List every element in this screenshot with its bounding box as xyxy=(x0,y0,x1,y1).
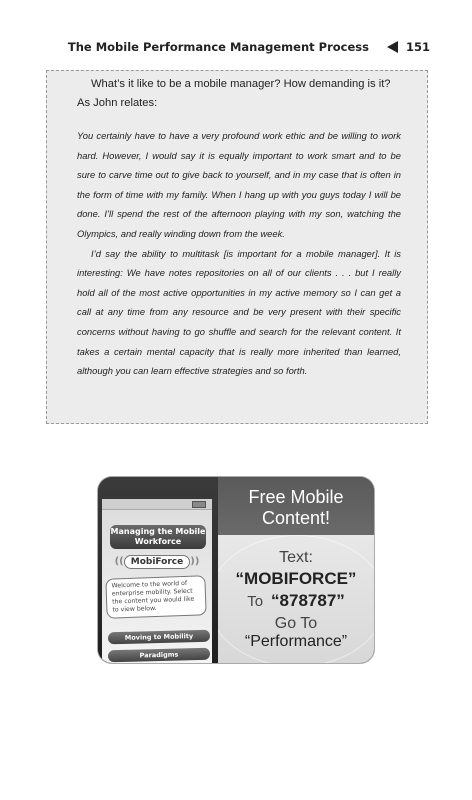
sidebar-box xyxy=(46,70,428,424)
mobile-content-ad xyxy=(98,477,374,663)
signal-wave-icon: )) xyxy=(190,556,200,567)
battery-icon xyxy=(192,501,206,508)
quote-paragraph-2: I’d say the ability to multitask [is important for a mobile manager]. It is interesting: We have notes repositories on all of our clients . . . but I really hold all of the most active opportunities in my active memory so I can get a call at any time from any resource and be very present with their specific concerns without having to go shuffle and search for the relevant content. It takes a certain mental capacity that is really more inherited than learned, although you can learn effective strategies and so forth. xyxy=(77,247,401,377)
short-code: “878787” xyxy=(271,591,345,610)
quote-paragraph-1: You certainly have to have a very profound work ethic and be willing to work hard. However, I would say it is equally important to work smart and to be sure to carve time out to give back to yourself, and in my case that is often in the form of time with my family. When I hang up with you guys today I will be done. I’ll spend the rest of the afternoon playing with my son, watching the Olympics, and really winding down from the week. xyxy=(77,130,401,239)
text-label: Text: xyxy=(279,549,313,566)
running-title: The Mobile Performance Management Process xyxy=(67,40,369,54)
goto-label: Go To xyxy=(274,615,318,632)
phone-illustration xyxy=(98,477,218,663)
left-arrow-icon xyxy=(387,41,398,53)
logo-text: MobiForce xyxy=(124,555,191,569)
send-to-line xyxy=(218,591,374,611)
to-label: To xyxy=(247,593,264,610)
goto-target: “Performance” xyxy=(244,633,348,650)
menu-item-moving-to-mobility: Moving to Mobility xyxy=(108,630,210,645)
ad-text-panel xyxy=(218,477,374,663)
phone-status-bar xyxy=(102,499,212,510)
keyword: “MOBIFORCE” xyxy=(235,569,357,588)
menu-item-paradigms: Paradigms xyxy=(108,648,210,663)
page-number: 151 xyxy=(405,40,430,54)
sidebar-intro: What’s it like to be a mobile manager? How demanding is it? As John relates: xyxy=(77,78,391,109)
running-header xyxy=(0,40,430,54)
ad-headline: Free Mobile Content! xyxy=(248,487,344,528)
phone-screen xyxy=(102,499,212,663)
signal-wave-icon: (( xyxy=(114,556,124,567)
mobiforce-logo xyxy=(114,555,200,573)
app-title: Managing the Mobile Workforce xyxy=(110,525,206,549)
welcome-message: Welcome to the world of enterprise mobility. Select the content you would like to view below. xyxy=(105,575,206,618)
